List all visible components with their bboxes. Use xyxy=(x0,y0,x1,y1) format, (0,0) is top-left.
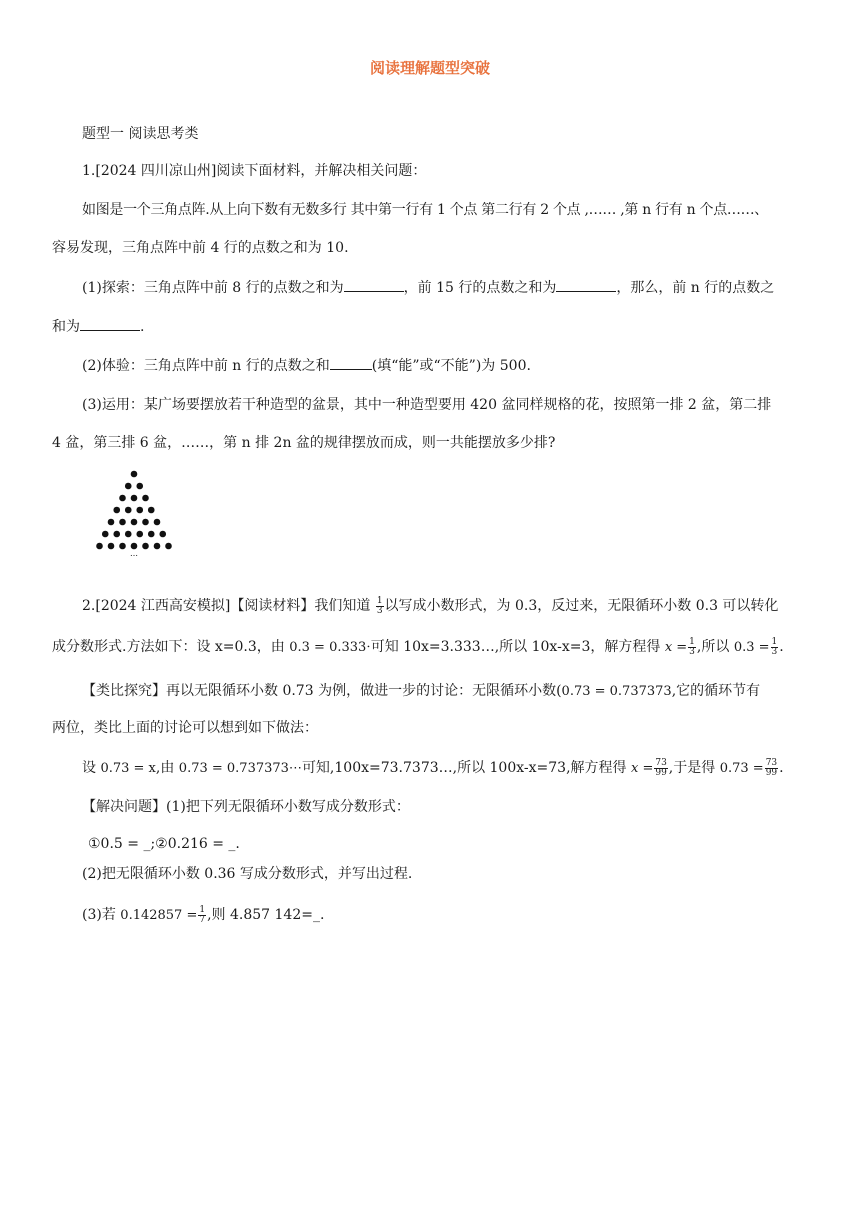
text: 可知,100x=73.7373…,所以 100x-x=73,解方程得 xyxy=(301,760,627,776)
q2-line7: ①0.5 = _;②0.216 = _. xyxy=(88,836,240,852)
math-expr: x = xyxy=(664,640,688,655)
q2-line6: 【解决问题】(1)把下列无限循环小数写成分数形式： xyxy=(82,799,410,815)
text: 成分数形式.方法如下：设 x=0.3，由 xyxy=(52,639,285,655)
q1-sub2 xyxy=(82,355,531,376)
text: 【类比探究】再以无限循环小数 0.73 为例，做进一步的讨论：无限循环小数( xyxy=(82,683,562,699)
fraction-one-third: $\frac{1}{3}$ xyxy=(376,595,383,616)
triangle-dot xyxy=(154,543,161,550)
triangle-dot xyxy=(159,531,166,538)
section-heading: 题型一 阅读思考类 xyxy=(82,126,199,142)
text: . xyxy=(140,319,145,335)
triangle-dot xyxy=(119,543,126,550)
math-expr: 0.73 = xyxy=(719,761,764,776)
text: ,它的循环节有 xyxy=(671,683,761,699)
q1-sub1-line1 xyxy=(82,277,774,298)
triangle-dot xyxy=(96,543,103,550)
triangle-dot xyxy=(142,543,149,550)
q2-line2: 成分数形式.方法如下：设 x=0.3，由 0.3 = 0.333⋅可知 10x=3.333…,所以 10x-x=3，解方程得 x = $\frac{1}{3}$ ,所以 0.3 = $\frac{1}{3}$ . xyxy=(52,636,784,657)
math-expr: 0.3 = 0.333⋅ xyxy=(289,640,371,655)
math-expr: 0.3 = xyxy=(733,640,770,655)
q2-line9 xyxy=(82,905,324,926)
text: (填“能”或“不能”)为 500. xyxy=(371,358,531,374)
triangle-dot xyxy=(131,519,138,526)
triangle-dot xyxy=(142,495,149,502)
page-title: 阅读理解题型突破 xyxy=(369,59,490,77)
fraction-73-99: $\frac{73}{99}$ xyxy=(655,757,667,778)
answer-blank-1[interactable] xyxy=(344,277,404,292)
triangle-dot xyxy=(108,543,115,550)
triangle-dot xyxy=(165,543,172,550)
q1-sub1-line2 xyxy=(52,316,144,337)
triangle-dot xyxy=(125,507,132,514)
q2-line5: 设 0.73 = x,由 0.73 = 0.737373⋯可知,100x=73.7373…,所以 100x-x=73,解方程得 x = $\frac{73}{99}$ ,于是得 0.73 = $\frac{73}{99}$ . xyxy=(82,757,784,778)
q1-head: 1.[2024 四川凉山州]阅读下面材料，并解决相关问题： xyxy=(82,163,427,179)
text: ,则 4.857 142=_. xyxy=(207,907,325,923)
fraction-one-seventh: $\frac{1}{7}$ xyxy=(199,904,206,925)
triangle-dot xyxy=(113,531,120,538)
answer-blank-2[interactable] xyxy=(556,277,616,292)
triangle-dot xyxy=(142,519,149,526)
text: (3)若 xyxy=(82,907,116,923)
q1-paragraph-line2: 容易发现，三角点阵中前 4 行的点数之和为 10. xyxy=(52,240,349,256)
text: ，那么，前 n 行的点数之 xyxy=(616,280,775,296)
triangle-dot xyxy=(119,495,126,502)
math-expr: 0.73 = 0.737373 xyxy=(561,684,672,699)
triangle-dot xyxy=(102,531,109,538)
text: ,由 xyxy=(155,760,175,776)
q2-line8: (2)把无限循环小数 0.36 写成分数形式，并写出过程. xyxy=(82,866,413,882)
math-expr: 0.73 = x xyxy=(100,761,156,776)
text: (1)探索：三角点阵中前 8 行的点数之和为 xyxy=(82,280,344,296)
triangle-dot xyxy=(136,531,143,538)
q2-line1 xyxy=(82,596,778,616)
figure-ellipsis: … xyxy=(130,549,138,558)
triangle-dot xyxy=(154,519,161,526)
text: (2)体验：三角点阵中前 n 行的点数之和 xyxy=(82,358,330,374)
triangle-dot xyxy=(136,483,143,490)
q1-paragraph-line1: 如图是一个三角点阵.从上向下数有无数多行 其中第一行有 1 个点 第二行有 2 个点 ,…… ,第 n 行有 n 个点……、 xyxy=(82,202,768,218)
math-expr: 0.73 = 0.737373⋯ xyxy=(178,761,302,776)
fraction-73-99: $\frac{73}{99}$ xyxy=(765,757,778,778)
math-expr: 0.142857 = xyxy=(120,908,198,923)
q1-sub3-line1: (3)运用：某广场要摆放若干种造型的盆景，其中一种造型要用 420 盆同样规格的花，按照第一排 2 盆，第二排 xyxy=(82,397,772,413)
fraction: $\frac{1}{3}$ xyxy=(771,636,778,657)
q1-sub3-line2: 4 盆，第三排 6 盆，……，第 n 排 2n 盆的规律摆放而成，则一共能摆放多少排? xyxy=(52,435,556,451)
text: 2.[2024 江西高安模拟]【阅读材料】我们知道 xyxy=(82,598,371,614)
text: ,所以 xyxy=(696,639,730,655)
text: 和为 xyxy=(52,319,80,335)
text: 设 xyxy=(82,760,96,776)
triangle-dot xyxy=(148,531,155,538)
triangle-dot xyxy=(113,507,120,514)
triangle-dot xyxy=(125,531,132,538)
triangle-dot-figure xyxy=(82,466,182,558)
text: 可知 10x=3.333…,所以 10x-x=3，解方程得 xyxy=(370,639,661,655)
triangle-dot xyxy=(125,483,132,490)
text: ,于是得 xyxy=(668,760,716,776)
fraction: $\frac{1}{3}$ xyxy=(689,636,695,657)
answer-blank-3[interactable] xyxy=(80,316,140,331)
math-expr: x = xyxy=(630,761,654,776)
text: ，前 15 行的点数之和为 xyxy=(403,280,557,296)
text: 以写成小数形式，为 0.3，反过来，无限循环小数 0.3 可以转化 xyxy=(384,598,779,614)
triangle-dot xyxy=(136,507,143,514)
answer-blank-4[interactable] xyxy=(330,355,372,370)
triangle-dot xyxy=(131,495,138,502)
q2-line3 xyxy=(82,681,760,702)
triangle-dot xyxy=(119,519,126,526)
triangle-dot xyxy=(108,519,115,526)
triangle-dot xyxy=(131,471,138,478)
triangle-dot xyxy=(148,507,155,514)
q2-line4: 两位，类比上面的讨论可以想到如下做法： xyxy=(52,720,318,736)
